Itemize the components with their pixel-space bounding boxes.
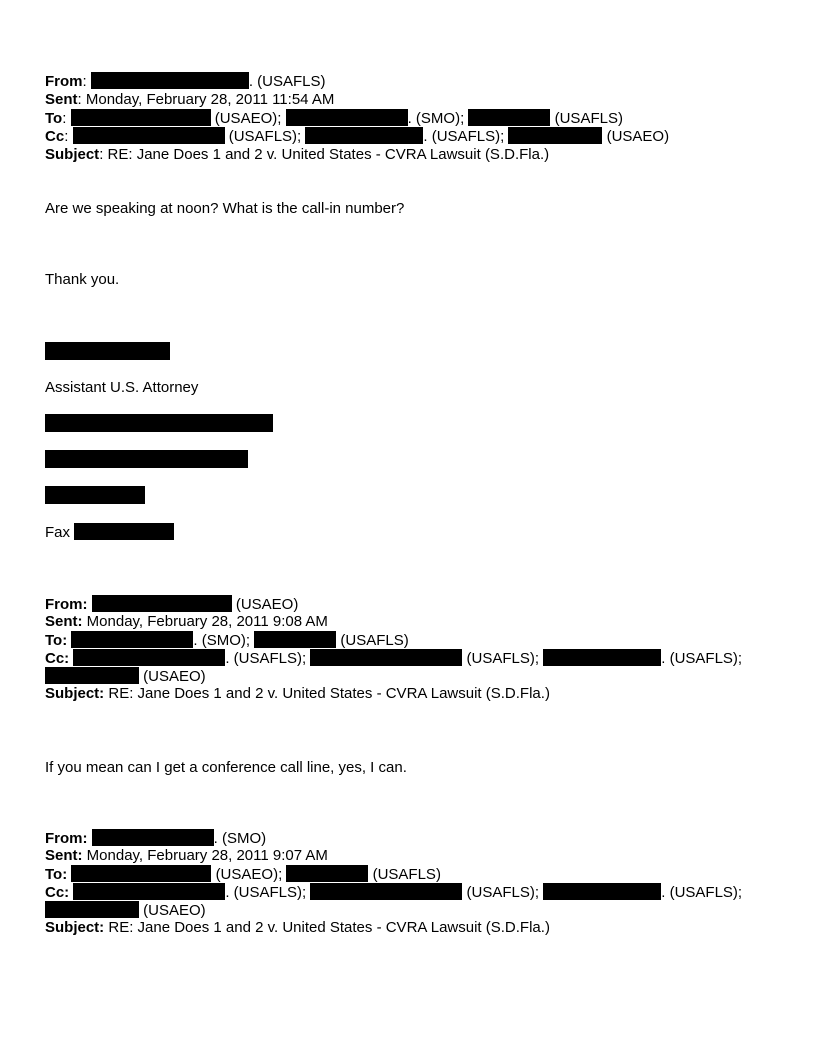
sent-date: Monday, February 28, 2011 11:54 AM	[85, 91, 335, 108]
redaction-bar	[73, 649, 225, 666]
signature-title: Assistant U.S. Attorney	[45, 379, 199, 396]
redaction-bar	[45, 450, 248, 468]
to-label: To	[45, 110, 63, 127]
redaction-bar	[92, 829, 214, 846]
email1-to-line: To: (USAEO); . (SMO); (USAFLS)	[45, 110, 623, 127]
email2-body: If you mean can I get a conference call line, yes, I can.	[45, 759, 407, 776]
email2-cc-line	[45, 649, 742, 668]
email3-to-line	[45, 865, 441, 884]
redaction-bar	[45, 342, 170, 360]
subject-text: RE: Jane Does 1 and 2 v. United States - CVRA Lawsuit (S.D.Fla.)	[108, 685, 550, 702]
cc-recipient-org: . (USAFLS);	[225, 884, 307, 901]
email3-cc-line	[45, 883, 742, 902]
email1-subject-line: Subject: RE: Jane Does 1 and 2 v. United States - CVRA Lawsuit (S.D.Fla.)	[45, 146, 550, 163]
redaction-bar	[45, 414, 273, 432]
from-label: From:	[45, 596, 88, 613]
redaction-bar	[71, 865, 211, 882]
redaction-bar	[71, 109, 211, 126]
redaction-bar	[286, 865, 368, 882]
redaction-bar	[73, 883, 225, 900]
cc-recipient-org: (USAEO)	[143, 902, 206, 919]
from-org: . (USAFLS)	[248, 73, 326, 90]
to-label: To:	[45, 632, 68, 649]
redaction-bar	[310, 649, 462, 666]
email1-closing: Thank you.	[45, 271, 120, 288]
to-recipient-org: . (SMO);	[193, 632, 251, 649]
from-org: (USAEO)	[235, 596, 299, 613]
email2-subject-line	[45, 685, 550, 703]
email1-body: Are we speaking at noon? What is the call-in number?	[45, 200, 405, 217]
cc-label: Cc:	[45, 650, 70, 667]
redaction-bar	[73, 127, 225, 144]
to-recipient-org: (USAEO);	[215, 866, 283, 883]
redaction-bar	[91, 72, 249, 89]
subject-label: Subject	[45, 146, 100, 163]
cc-recipient-org: . (USAFLS);	[661, 650, 743, 667]
redaction-bar	[286, 109, 408, 126]
redaction-bar	[305, 127, 423, 144]
cc-recipient-org: (USAEO)	[143, 668, 206, 685]
email2-sent-line	[45, 613, 328, 631]
subject-text: RE: Jane Does 1 and 2 v. United States - CVRA Lawsuit (S.D.Fla.)	[108, 919, 550, 936]
cc-recipient-org: . (USAFLS);	[423, 128, 505, 145]
from-org: . (SMO)	[213, 830, 267, 847]
redaction-bar	[508, 127, 602, 144]
sent-date: Monday, February 28, 2011 9:08 AM	[86, 613, 328, 630]
to-recipient-org: . (SMO);	[407, 110, 465, 127]
cc-recipient-org: (USAFLS);	[466, 884, 540, 901]
email3-subject-line	[45, 919, 550, 937]
sent-label: Sent:	[45, 613, 83, 630]
email1-from-line: From: . (USAFLS)	[45, 73, 326, 90]
from-label: From	[45, 73, 83, 90]
subject-label: Subject:	[45, 685, 105, 702]
sent-date: Monday, February 28, 2011 9:07 AM	[86, 847, 328, 864]
redaction-bar	[92, 595, 232, 612]
cc-recipient-org: (USAFLS);	[466, 650, 540, 667]
to-recipient-org: (USAFLS)	[554, 110, 623, 127]
redaction-bar	[543, 883, 661, 900]
email1-sent-line: Sent: Monday, February 28, 2011 11:54 AM	[45, 91, 335, 108]
sent-label: Sent:	[45, 847, 83, 864]
cc-label: Cc:	[45, 884, 70, 901]
redaction-bar	[310, 883, 462, 900]
subject-text: RE: Jane Does 1 and 2 v. United States - CVRA Lawsuit (S.D.Fla.)	[107, 146, 550, 163]
cc-recipient-org: (USAEO)	[606, 128, 670, 145]
email2-to-line	[45, 631, 409, 650]
redaction-bar	[543, 649, 661, 666]
cc-label: Cc	[45, 128, 65, 145]
redaction-bar	[74, 523, 174, 540]
email3-sent-line	[45, 847, 328, 865]
redaction-bar	[45, 901, 139, 918]
redaction-bar	[254, 631, 336, 648]
cc-recipient-org: . (USAFLS);	[661, 884, 743, 901]
email3-cc-continuation	[45, 901, 206, 920]
fax-label: Fax	[45, 524, 71, 541]
email1-cc-line: Cc: (USAFLS); . (USAFLS); (USAEO)	[45, 128, 670, 145]
fax-line	[45, 523, 174, 542]
to-label: To:	[45, 866, 68, 883]
to-recipient-org: (USAFLS)	[340, 632, 409, 649]
to-recipient-org: (USAEO);	[214, 110, 282, 127]
sent-label: Sent	[45, 91, 78, 108]
email3-from-line	[45, 829, 266, 848]
redaction-bar	[45, 667, 139, 684]
email2-from-line	[45, 595, 298, 614]
to-recipient-org: (USAFLS)	[372, 866, 441, 883]
redaction-bar	[468, 109, 550, 126]
email2-cc-continuation	[45, 667, 206, 686]
cc-recipient-org: (USAFLS);	[228, 128, 302, 145]
redaction-bar	[45, 486, 145, 504]
redaction-bar	[71, 631, 193, 648]
subject-label: Subject:	[45, 919, 105, 936]
from-label: From:	[45, 830, 88, 847]
cc-recipient-org: . (USAFLS);	[225, 650, 307, 667]
